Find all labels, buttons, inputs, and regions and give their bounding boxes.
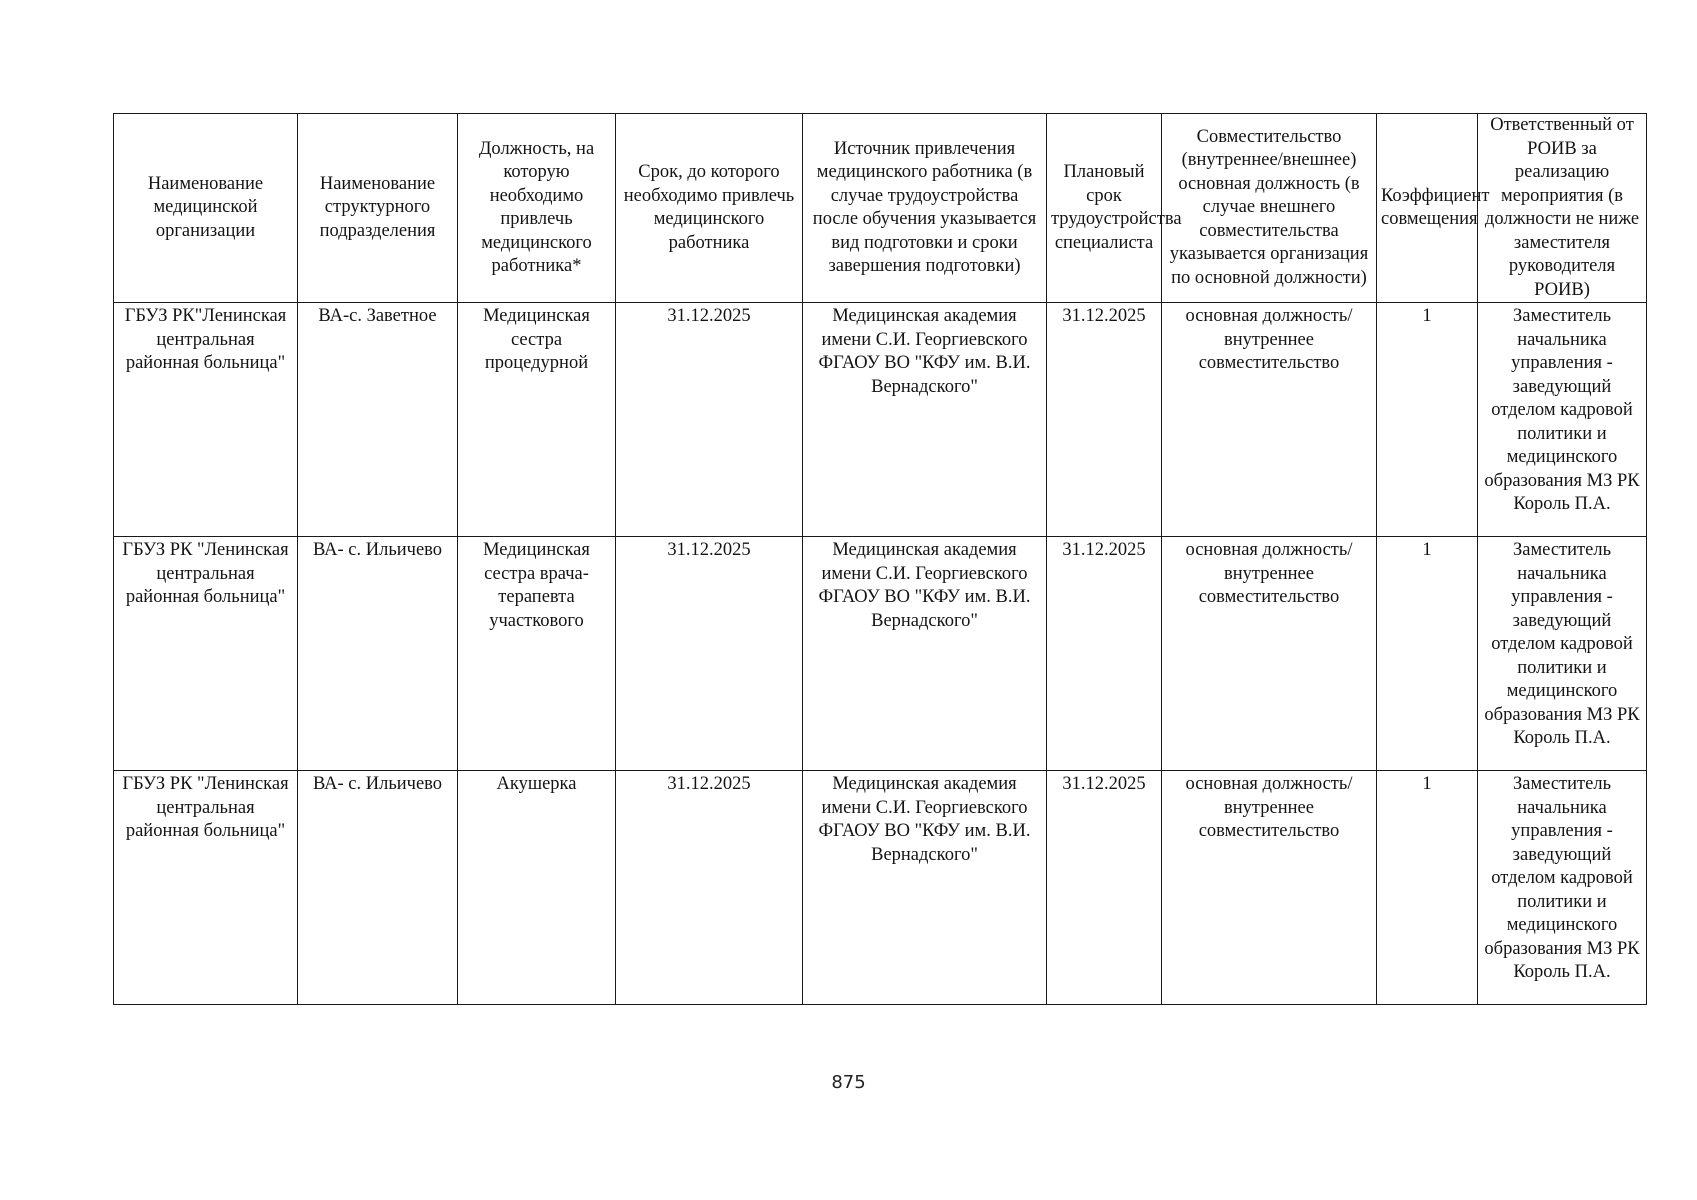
cell-department: ВА- с. Ильичево bbox=[298, 537, 458, 771]
cell-planned-date: 31.12.2025 bbox=[1047, 771, 1162, 1005]
cell-organization: ГБУЗ РК "Ленинская центральная районная больница" bbox=[114, 771, 298, 1005]
cell-responsible: Заместитель начальника управления - заведующий отделом кадровой политики и медицинского образования МЗ РК Король П.А. bbox=[1478, 771, 1647, 1005]
header-planned-date: Плановый срок трудоустройства специалиста bbox=[1047, 114, 1162, 303]
header-combination: Совместительство (внутреннее/внешнее) основная должность (в случае внешнего совместительства указывается организация по основной должности) bbox=[1162, 114, 1377, 303]
header-organization: Наименование медицинской организации bbox=[114, 114, 298, 303]
cell-deadline: 31.12.2025 bbox=[616, 537, 803, 771]
cell-combination: основная должность/ внутреннее совместительство bbox=[1162, 771, 1377, 1005]
header-position: Должность, на которую необходимо привлечь медицинского работника* bbox=[458, 114, 616, 303]
header-responsible: Ответственный от РОИВ за реализацию мероприятия (в должности не ниже заместителя руководителя РОИВ) bbox=[1478, 114, 1647, 303]
cell-coefficient: 1 bbox=[1377, 537, 1478, 771]
table-row bbox=[114, 303, 1647, 537]
page-number: 875 bbox=[831, 1072, 866, 1093]
cell-source: Медицинская академия имени С.И. Георгиевского ФГАОУ ВО "КФУ им. В.И. Вернадского" bbox=[803, 771, 1047, 1005]
cell-responsible: Заместитель начальника управления - заведующий отделом кадровой политики и медицинского образования МЗ РК Король П.А. bbox=[1478, 537, 1647, 771]
cell-source: Медицинская академия имени С.И. Георгиевского ФГАОУ ВО "КФУ им. В.И. Вернадского" bbox=[803, 303, 1047, 537]
cell-organization: ГБУЗ РК "Ленинская центральная районная больница" bbox=[114, 537, 298, 771]
cell-department: ВА-с. Заветное bbox=[298, 303, 458, 537]
cell-planned-date: 31.12.2025 bbox=[1047, 537, 1162, 771]
cell-deadline: 31.12.2025 bbox=[616, 303, 803, 537]
cell-combination: основная должность/ внутреннее совместительство bbox=[1162, 303, 1377, 537]
cell-organization: ГБУЗ РК"Ленинская центральная районная больница" bbox=[114, 303, 298, 537]
table-row bbox=[114, 771, 1647, 1005]
cell-combination: основная должность/ внутреннее совместительство bbox=[1162, 537, 1377, 771]
cell-planned-date: 31.12.2025 bbox=[1047, 303, 1162, 537]
cell-department: ВА- с. Ильичево bbox=[298, 771, 458, 1005]
cell-position: Медицинская сестра процедурной bbox=[458, 303, 616, 537]
cell-coefficient: 1 bbox=[1377, 303, 1478, 537]
table-header-row bbox=[114, 114, 1647, 303]
staffing-plan-table bbox=[113, 113, 1647, 1005]
cell-deadline: 31.12.2025 bbox=[616, 771, 803, 1005]
cell-position: Акушерка bbox=[458, 771, 616, 1005]
cell-position: Медицинская сестра врача-терапевта участкового bbox=[458, 537, 616, 771]
header-coefficient: Коэффициент совмещения bbox=[1377, 114, 1478, 303]
header-source: Источник привлечения медицинского работника (в случае трудоустройства после обучения указывается вид подготовки и сроки завершения подготовки) bbox=[803, 114, 1047, 303]
header-department: Наименование структурного подразделения bbox=[298, 114, 458, 303]
table-row bbox=[114, 537, 1647, 771]
cell-coefficient: 1 bbox=[1377, 771, 1478, 1005]
cell-source: Медицинская академия имени С.И. Георгиевского ФГАОУ ВО "КФУ им. В.И. Вернадского" bbox=[803, 537, 1047, 771]
cell-responsible: Заместитель начальника управления - заведующий отделом кадровой политики и медицинского образования МЗ РК Король П.А. bbox=[1478, 303, 1647, 537]
header-deadline: Срок, до которого необходимо привлечь медицинского работника bbox=[616, 114, 803, 303]
